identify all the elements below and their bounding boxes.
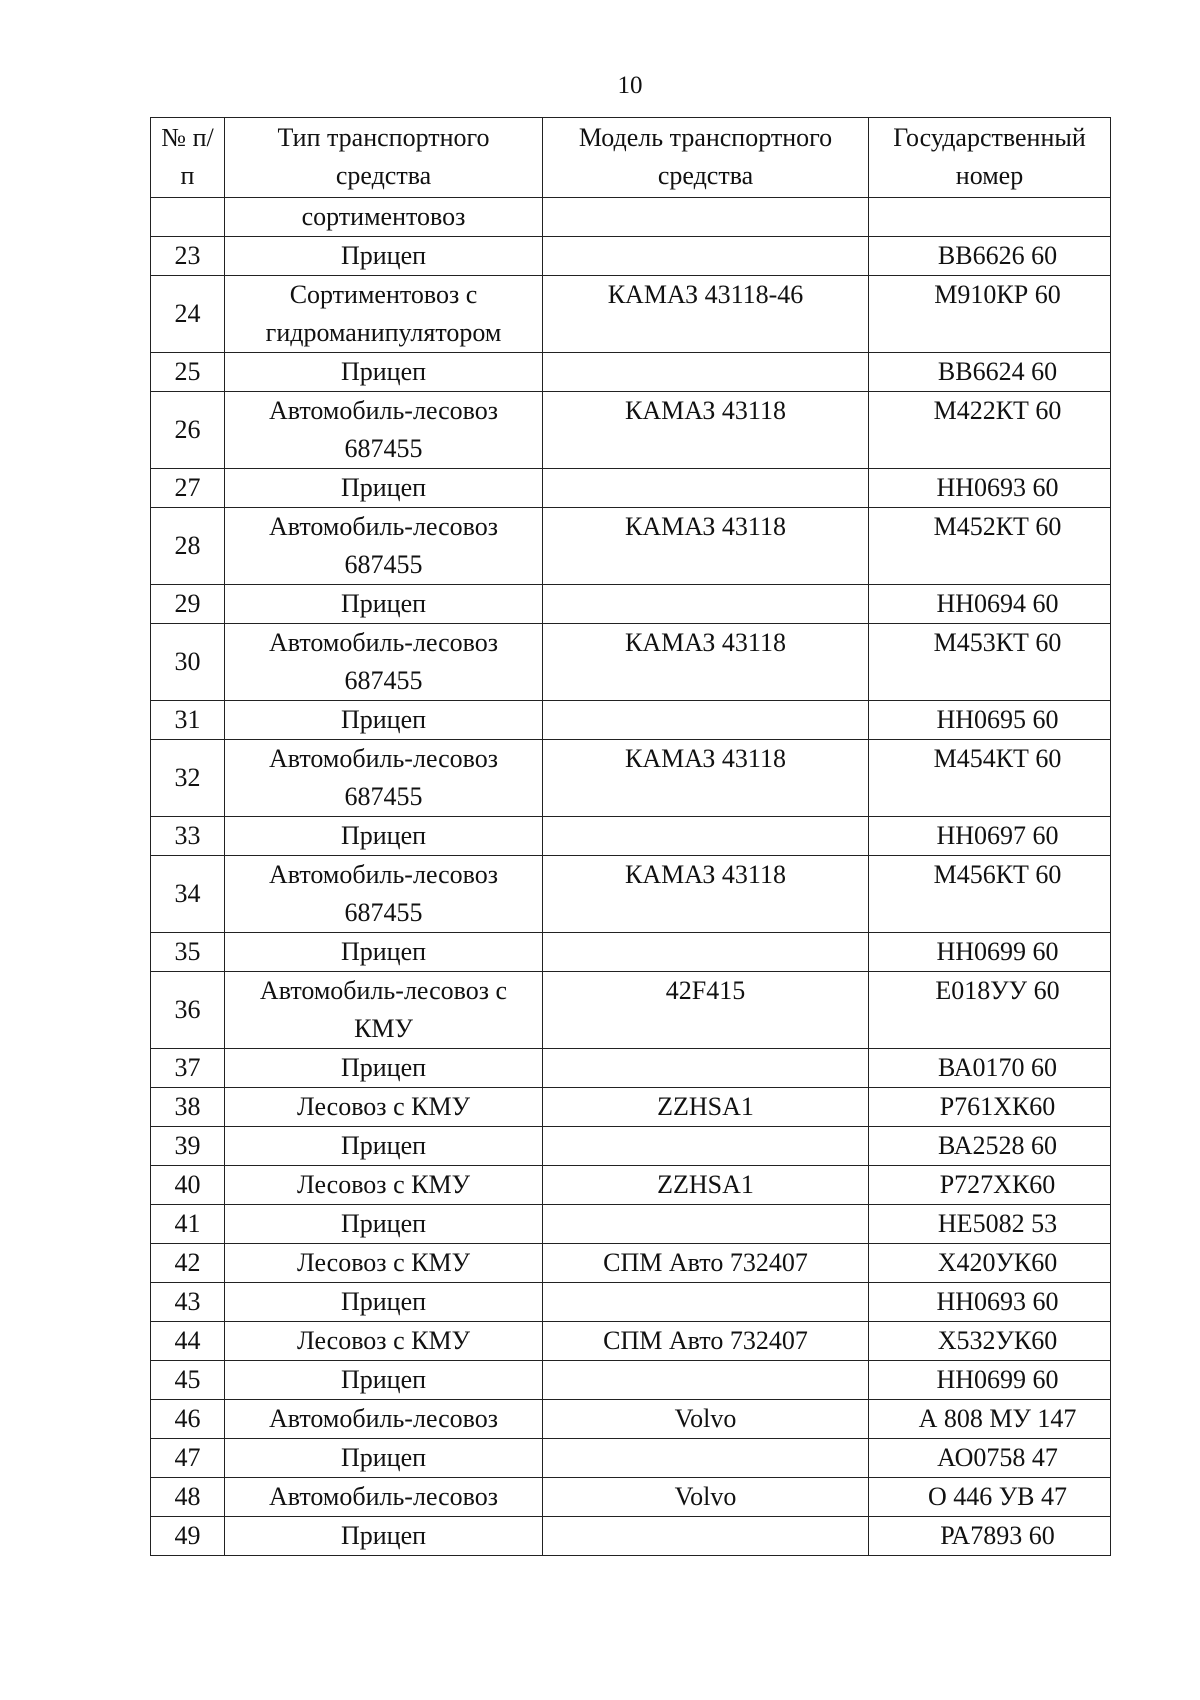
row-vehicle-model (543, 701, 869, 740)
row-number: 26 (151, 392, 225, 469)
plate-text: ВВ6624 60 (937, 357, 1058, 386)
row-vehicle-type: Прицеп (225, 1205, 543, 1244)
row-number: 35 (151, 933, 225, 972)
row-vehicle-type: Прицеп (225, 1127, 543, 1166)
row-vehicle-model (543, 1205, 869, 1244)
header-row (151, 118, 1111, 198)
row-registration-plate (869, 276, 1111, 353)
plate-text: НН0699 60 (936, 1365, 1059, 1394)
row-number: 25 (151, 353, 225, 392)
row-vehicle-model: СПМ Авто 732407 (543, 1244, 869, 1283)
plate-text: НН0699 60 (936, 937, 1059, 966)
header-registration-plate: Государственный номер (869, 118, 1111, 198)
row-vehicle-model (543, 1049, 869, 1088)
row-vehicle-model: КАМАЗ 43118 (543, 624, 869, 701)
row-vehicle-model (543, 198, 869, 237)
row-vehicle-model (543, 469, 869, 508)
row-vehicle-model: СПМ Авто 732407 (543, 1322, 869, 1361)
table-row (151, 1517, 1111, 1556)
row-number: 31 (151, 701, 225, 740)
row-registration-plate (869, 933, 1111, 972)
row-vehicle-type: Автомобиль-лесовоз (225, 1400, 543, 1439)
row-vehicle-model: Volvo (543, 1400, 869, 1439)
table-row (151, 856, 1111, 933)
plate-text: ВВ6626 60 (937, 241, 1058, 270)
row-vehicle-model: КАМАЗ 43118-46 (543, 276, 869, 353)
row-vehicle-model (543, 237, 869, 276)
row-registration-plate (869, 1127, 1111, 1166)
row-vehicle-type: Лесовоз с КМУ (225, 1244, 543, 1283)
vehicle-table (150, 117, 1111, 1556)
row-registration-plate (869, 817, 1111, 856)
plate-text: НН0693 60 (936, 473, 1059, 502)
row-registration-plate (869, 1166, 1111, 1205)
row-registration-plate (869, 392, 1111, 469)
header-number: № п/п (151, 118, 225, 198)
plate-text: М454КТ 60 (933, 744, 1062, 773)
row-vehicle-type: Сортиментовоз с гидроманипулятором (225, 276, 543, 353)
row-vehicle-model (543, 585, 869, 624)
row-vehicle-type: Автомобиль-лесовоз 687455 (225, 856, 543, 933)
table-row (151, 972, 1111, 1049)
row-registration-plate (869, 469, 1111, 508)
table-row (151, 624, 1111, 701)
plate-text: Р727ХК60 (939, 1170, 1056, 1199)
plate-text: Р761ХК60 (939, 1092, 1056, 1121)
plate-text: РА7893 60 (940, 1521, 1055, 1550)
row-number: 39 (151, 1127, 225, 1166)
table-row (151, 1205, 1111, 1244)
row-vehicle-type: Автомобиль-лесовоз 687455 (225, 392, 543, 469)
row-vehicle-type: Прицеп (225, 237, 543, 276)
plate-text: НН0695 60 (936, 705, 1059, 734)
row-registration-plate (869, 740, 1111, 817)
row-registration-plate (869, 1322, 1111, 1361)
row-number: 32 (151, 740, 225, 817)
table-row (151, 508, 1111, 585)
row-vehicle-type: Автомобиль-лесовоз (225, 1478, 543, 1517)
table-row (151, 701, 1111, 740)
table-row (151, 740, 1111, 817)
row-vehicle-type: Лесовоз с КМУ (225, 1088, 543, 1127)
row-registration-plate (869, 856, 1111, 933)
row-registration-plate (869, 1283, 1111, 1322)
plate-text: О 446 УВ 47 (927, 1482, 1068, 1511)
plate-text: М456КТ 60 (933, 860, 1062, 889)
row-number: 23 (151, 237, 225, 276)
row-number: 29 (151, 585, 225, 624)
row-vehicle-model (543, 1127, 869, 1166)
page-number: 10 (617, 72, 643, 99)
row-number: 37 (151, 1049, 225, 1088)
row-vehicle-type: Прицеп (225, 1361, 543, 1400)
row-vehicle-model (543, 933, 869, 972)
row-registration-plate (869, 972, 1111, 1049)
row-number: 40 (151, 1166, 225, 1205)
row-number: 27 (151, 469, 225, 508)
table-row (151, 817, 1111, 856)
row-vehicle-model: Volvo (543, 1478, 869, 1517)
plate-text: НН0697 60 (936, 821, 1059, 850)
row-registration-plate (869, 624, 1111, 701)
row-registration-plate (869, 1088, 1111, 1127)
row-vehicle-type: Прицеп (225, 817, 543, 856)
row-vehicle-model (543, 817, 869, 856)
row-vehicle-type: Прицеп (225, 1049, 543, 1088)
row-vehicle-model (543, 1361, 869, 1400)
row-number: 33 (151, 817, 225, 856)
row-vehicle-model: ZZHSA1 (543, 1166, 869, 1205)
table-row (151, 933, 1111, 972)
plate-text: ВА2528 60 (938, 1131, 1057, 1160)
vehicle-table-body (151, 198, 1111, 1556)
row-number: 45 (151, 1361, 225, 1400)
table-row (151, 1127, 1111, 1166)
row-number: 28 (151, 508, 225, 585)
table-row (151, 353, 1111, 392)
row-registration-plate (869, 508, 1111, 585)
plate-text: НН0694 60 (936, 589, 1059, 618)
row-vehicle-type: Прицеп (225, 1517, 543, 1556)
row-registration-plate (869, 1400, 1111, 1439)
row-vehicle-type: Автомобиль-лесовоз с КМУ (225, 972, 543, 1049)
table-row (151, 198, 1111, 237)
plate-text: ВА0170 60 (938, 1053, 1057, 1082)
plate-text: НЕ5082 53 (937, 1209, 1058, 1238)
row-number: 46 (151, 1400, 225, 1439)
row-registration-plate (869, 198, 1111, 237)
row-vehicle-type: Прицеп (225, 469, 543, 508)
row-vehicle-type: Прицеп (225, 585, 543, 624)
plate-text: Е018УУ 60 (935, 976, 1060, 1005)
plate-text: М452КТ 60 (933, 512, 1062, 541)
row-vehicle-model (543, 353, 869, 392)
row-number: 44 (151, 1322, 225, 1361)
row-vehicle-type: Лесовоз с КМУ (225, 1166, 543, 1205)
row-number: 41 (151, 1205, 225, 1244)
table-row (151, 585, 1111, 624)
table-row (151, 276, 1111, 353)
row-vehicle-type: Прицеп (225, 933, 543, 972)
table-row (151, 1049, 1111, 1088)
table-row (151, 1244, 1111, 1283)
row-vehicle-type: Автомобиль-лесовоз 687455 (225, 508, 543, 585)
row-vehicle-model (543, 1283, 869, 1322)
table-row (151, 1439, 1111, 1478)
row-registration-plate (869, 353, 1111, 392)
row-number: 48 (151, 1478, 225, 1517)
table-row (151, 1088, 1111, 1127)
plate-text: Х420УК60 (937, 1248, 1058, 1277)
table-row (151, 1322, 1111, 1361)
row-vehicle-model: КАМАЗ 43118 (543, 508, 869, 585)
row-number: 47 (151, 1439, 225, 1478)
row-number: 30 (151, 624, 225, 701)
plate-text: А 808 МУ 147 (918, 1404, 1077, 1433)
plate-text: М910КР 60 (934, 280, 1061, 309)
row-registration-plate (869, 1478, 1111, 1517)
plate-text: НН0693 60 (936, 1287, 1059, 1316)
row-registration-plate (869, 585, 1111, 624)
row-vehicle-model: КАМАЗ 43118 (543, 392, 869, 469)
row-vehicle-model: КАМАЗ 43118 (543, 856, 869, 933)
row-number (151, 198, 225, 237)
table-row (151, 237, 1111, 276)
row-vehicle-model (543, 1439, 869, 1478)
table-row (151, 1361, 1111, 1400)
row-vehicle-type: Прицеп (225, 1439, 543, 1478)
table-row (151, 1478, 1111, 1517)
row-registration-plate (869, 1049, 1111, 1088)
row-number: 36 (151, 972, 225, 1049)
row-number: 34 (151, 856, 225, 933)
row-vehicle-model (543, 1517, 869, 1556)
table-row (151, 1283, 1111, 1322)
row-vehicle-type: Прицеп (225, 1283, 543, 1322)
vehicle-table-header (151, 118, 1111, 198)
row-vehicle-model: КАМАЗ 43118 (543, 740, 869, 817)
row-number: 49 (151, 1517, 225, 1556)
row-vehicle-type: Прицеп (225, 701, 543, 740)
row-registration-plate (869, 1517, 1111, 1556)
row-registration-plate (869, 1205, 1111, 1244)
table-row (151, 1166, 1111, 1205)
row-registration-plate (869, 1244, 1111, 1283)
row-number: 43 (151, 1283, 225, 1322)
row-registration-plate (869, 701, 1111, 740)
header-vehicle-model: Модель транспортного средства (543, 118, 869, 198)
row-number: 24 (151, 276, 225, 353)
row-vehicle-model: ZZHSA1 (543, 1088, 869, 1127)
row-number: 38 (151, 1088, 225, 1127)
table-row (151, 469, 1111, 508)
plate-text: М422КТ 60 (933, 396, 1062, 425)
row-vehicle-type: Прицеп (225, 353, 543, 392)
header-vehicle-type: Тип транспортного средства (225, 118, 543, 198)
plate-text: М453КТ 60 (933, 628, 1062, 657)
row-registration-plate (869, 1361, 1111, 1400)
table-row (151, 392, 1111, 469)
plate-text: АО0758 47 (937, 1443, 1058, 1472)
row-vehicle-type: сортиментовоз (225, 198, 543, 237)
row-registration-plate (869, 1439, 1111, 1478)
row-vehicle-type: Автомобиль-лесовоз 687455 (225, 740, 543, 817)
row-vehicle-type: Лесовоз с КМУ (225, 1322, 543, 1361)
row-vehicle-type: Автомобиль-лесовоз 687455 (225, 624, 543, 701)
row-number: 42 (151, 1244, 225, 1283)
table-row (151, 1400, 1111, 1439)
plate-text: Х532УК60 (937, 1326, 1058, 1355)
row-registration-plate (869, 237, 1111, 276)
row-vehicle-model: 42F415 (543, 972, 869, 1049)
